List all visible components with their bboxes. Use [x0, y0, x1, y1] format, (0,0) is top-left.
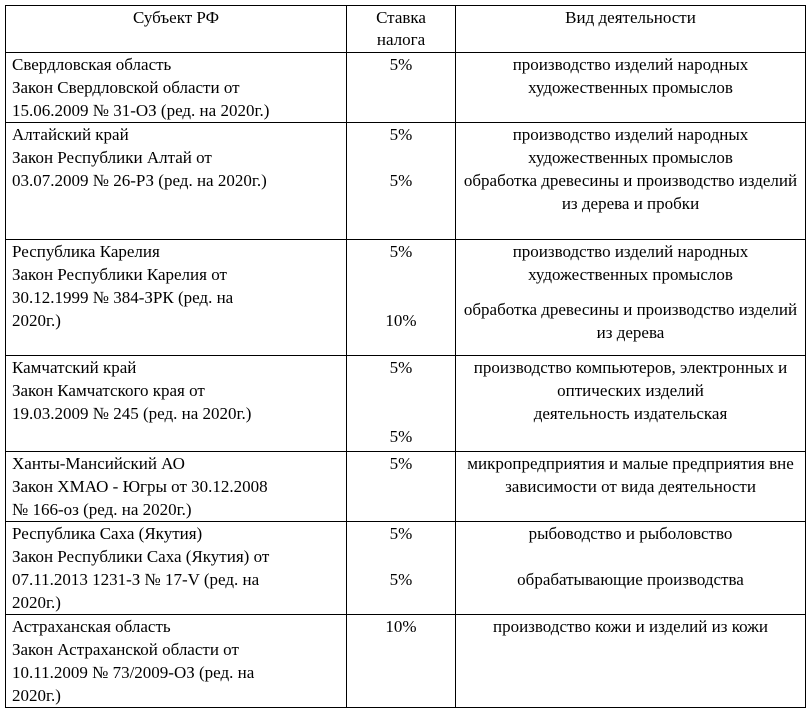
- subject-cell: [6, 452, 347, 522]
- rate-value: 10%: [385, 617, 417, 636]
- subject-law: Закон Камчатского края от: [12, 381, 205, 400]
- subject-cell: [6, 356, 347, 452]
- tax-rates-table: [5, 5, 806, 708]
- rate-value: 5%: [389, 125, 413, 144]
- subject-law: Закон Республики Алтай от: [12, 148, 212, 167]
- rate-cell: [347, 522, 456, 615]
- activity-text: производство компьютеров, электронных и оптических изделий: [473, 358, 788, 400]
- activity-text: микропредприятия и малые предприятия вне зависимости от вида деятельности: [467, 454, 794, 496]
- subject-law-date: 19.03.2009 № 245 (ред. на 2020г.): [12, 404, 252, 423]
- subject-law: Закон Свердловской области от: [12, 78, 240, 97]
- subject-law-date: 30.12.1999 № 384-ЗРК (ред. на: [12, 288, 234, 307]
- rate-value: 5%: [389, 427, 413, 446]
- header-activity: Вид деятельности: [456, 6, 806, 53]
- rate-cell: [347, 452, 456, 522]
- activity-cell: [456, 452, 806, 522]
- subject-cell: [6, 53, 347, 123]
- subject-cell: [6, 123, 347, 240]
- rate-value: 10%: [385, 311, 417, 330]
- subject-law: Закон ХМАО - Югры от 30.12.2008: [12, 477, 268, 496]
- subject-region: Свердловская область: [12, 55, 172, 74]
- activity-text: обработка древесины и производство изделий из дерева: [463, 300, 798, 342]
- table-row: [6, 615, 806, 708]
- rate-value: 5%: [389, 524, 413, 543]
- subject-law: Закон Астраханской области от: [12, 640, 239, 659]
- activity-cell: [456, 123, 806, 240]
- activity-text: рыбоводство и рыболовство: [528, 524, 733, 543]
- activity-text: производство кожи и изделий из кожи: [492, 617, 769, 636]
- subject-region: Республика Саха (Якутия): [12, 524, 203, 543]
- subject-law-date: № 166-оз (ред. на 2020г.): [12, 500, 192, 519]
- activity-text: обрабатывающие производства: [517, 570, 744, 589]
- subject-law-date: 07.11.2013 1231-З № 17-V (ред. на: [12, 570, 260, 589]
- activity-text: производство изделий народных художественных промыслов: [512, 55, 749, 97]
- subject-law-date: 03.07.2009 № 26-РЗ (ред. на 2020г.): [12, 171, 267, 190]
- subject-cell: [6, 615, 347, 708]
- table-row: [6, 240, 806, 356]
- rate-cell: [347, 240, 456, 356]
- subject-law-year: 2020г.): [12, 686, 61, 705]
- subject-region: Камчатский край: [12, 358, 137, 377]
- header-subject: Субъект РФ: [6, 6, 347, 53]
- subject-cell: [6, 522, 347, 615]
- activity-cell: [456, 522, 806, 615]
- table-row: [6, 522, 806, 615]
- activity-text: обработка древесины и производство изделий из дерева и пробки: [463, 171, 798, 213]
- rate-value: 5%: [389, 242, 413, 261]
- subject-cell: [6, 240, 347, 356]
- subject-law-year: 2020г.): [12, 311, 61, 330]
- activity-text: деятельность издательская: [533, 404, 728, 423]
- subject-law-date: 15.06.2009 № 31-ОЗ (ред. на 2020г.): [12, 101, 270, 120]
- subject-region: Ханты-Мансийский АО: [12, 454, 185, 473]
- rate-cell: [347, 356, 456, 452]
- rate-cell: [347, 53, 456, 123]
- table-row: [6, 452, 806, 522]
- rate-cell: [347, 615, 456, 708]
- rate-value: 5%: [389, 358, 413, 377]
- subject-region: Астраханская область: [12, 617, 171, 636]
- subject-law: Закон Республики Саха (Якутия) от: [12, 547, 270, 566]
- table-row: [6, 356, 806, 452]
- header-rate: Ставка налога: [347, 6, 456, 53]
- activity-text: производство изделий народных художественных промыслов: [512, 125, 749, 167]
- activity-cell: [456, 53, 806, 123]
- rate-value: 5%: [389, 454, 413, 473]
- activity-cell: [456, 240, 806, 356]
- table-row: [6, 123, 806, 240]
- subject-law: Закон Республики Карелия от: [12, 265, 227, 284]
- subject-law-date: 10.11.2009 № 73/2009-ОЗ (ред. на: [12, 663, 255, 682]
- subject-region: Алтайский край: [12, 125, 129, 144]
- table-header-row: [6, 6, 806, 53]
- activity-cell: [456, 615, 806, 708]
- table-row: [6, 53, 806, 123]
- activity-cell: [456, 356, 806, 452]
- rate-cell: [347, 123, 456, 240]
- rate-value: 5%: [389, 171, 413, 190]
- subject-region: Республика Карелия: [12, 242, 160, 261]
- subject-law-year: 2020г.): [12, 593, 61, 612]
- rate-value: 5%: [389, 570, 413, 589]
- rate-value: 5%: [389, 55, 413, 74]
- activity-text: производство изделий народных художественных промыслов: [512, 242, 749, 284]
